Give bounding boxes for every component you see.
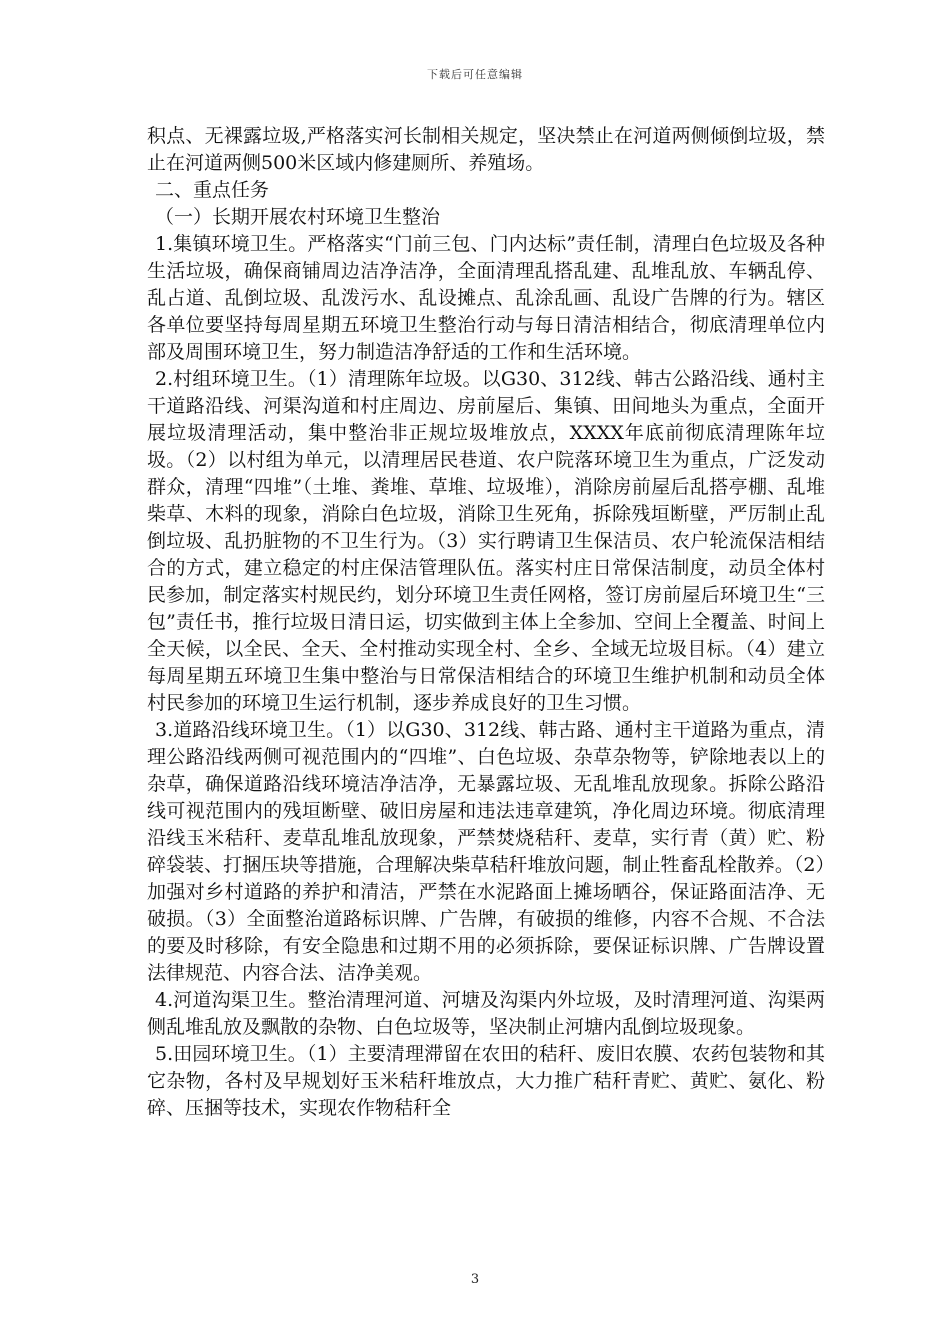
paragraph-field-sanitation: 5.田园环境卫生。（1）主要清理滞留在农田的秸秆、废旧农膜、农药包装物和其它杂物，各村及早规划好玉米秸秆堆放点，大力推广秸秆青贮、黄贮、氨化、粉碎、压捆等技术，实现农作物秸秆全 — [147, 1043, 825, 1119]
page-header: 下载后可任意编辑 — [427, 68, 523, 81]
paragraph-town-sanitation: 1.集镇环境卫生。严格落实“门前三包、门内达标”责任制，清理白色垃圾及各种生活垃圾，确保商铺周边洁净洁净，全面清理乱搭乱建、乱堆乱放、车辆乱停、乱占道、乱倒垃圾、乱泼污水、乱设摊点、乱涂乱画、乱设广告牌的行为。辖区各单位要坚持每周星期五环境卫生整治行动与每日清洁相结合，彻底清理单位内部及周围环境卫生，努力制造洁净舒适的工作和生活环境。 — [147, 233, 825, 363]
paragraph-road-sanitation: 3.道路沿线环境卫生。（1）以G30、312线、韩古路、通村主干道路为重点，清理公路沿线两侧可视范围内的“四堆”、白色垃圾、杂草杂物等，铲除地表以上的杂草，确保道路沿线环境洁净洁净，无暴露垃圾、无乱堆乱放现象。拆除公路沿线可视范围内的残垣断壁、破旧房屋和违法违章建筑，净化周边环境。彻底清理沿线玉米秸秆、麦草乱堆乱放现象，严禁焚烧秸秆、麦草，实行青（黄）贮、粉碎袋装、打捆压块等措施，合理解决柴草秸秆堆放问题，制止牲畜乱栓散养。（2）加强对乡村道路的养护和清洁，严禁在水泥路面上摊场晒谷，保证路面洁净、无破损。（3）全面整治道路标识牌、广告牌，有破损的维修，内容不合规、不合法的要及时移除，有安全隐患和过期不用的必须拆除，要保证标识牌、广告牌设置法律规范、内容合法、洁净美观。 — [147, 719, 825, 984]
page-number: 3 — [470, 1272, 480, 1287]
document-body — [147, 123, 825, 1122]
paragraph-continuation: 积点、无裸露垃圾,严格落实河长制相关规定，坚决禁止在河道两侧倾倒垃圾，禁止在河道两侧500米区域内修建厕所、养殖场。 — [147, 125, 825, 174]
section-heading: 二、重点任务 — [155, 179, 270, 201]
subsection-heading: （一）长期开展农村环境卫生整治 — [155, 206, 441, 228]
paragraph-river-sanitation: 4.河道沟渠卫生。整治清理河道、河塘及沟渠内外垃圾，及时清理河道、沟渠两侧乱堆乱放及飘散的杂物、白色垃圾等，坚决制止河塘内乱倒垃圾现象。 — [147, 989, 825, 1038]
paragraph-village-sanitation: 2.村组环境卫生。（1）清理陈年垃圾。以G30、312线、韩古公路沿线、通村主干道路沿线、河渠沟道和村庄周边、房前屋后、集镇、田间地头为重点，全面开展垃圾清理活动，集中整治非正规垃圾堆放点，XXXX年底前彻底清理陈年垃圾。（2）以村组为单元，以清理居民巷道、农户院落环境卫生为重点，广泛发动群众，清理“四堆”（土堆、粪堆、草堆、垃圾堆），消除房前屋后乱搭亭棚、乱堆柴草、木料的现象，消除白色垃圾，消除卫生死角，拆除残垣断壁，严厉制止乱倒垃圾、乱扔脏物的不卫生行为。（3）实行聘请卫生保洁员、农户轮流保洁相结合的方式，建立稳定的村庄保洁管理队伍。落实村庄日常保洁制度，动员全体村民参加，制定落实村规民约，划分环境卫生责任网格，签订房前屋后环境卫生“三包”责任书，推行垃圾日清日运，切实做到主体上全参加、空间上全覆盖、时间上全天候，以全民、全天、全村推动实现全村、全乡、全域无垃圾目标。（4）建立每周星期五环境卫生集中整治与日常保洁相结合的环境卫生维护机制和动员全体村民参加的环境卫生运行机制，逐步养成良好的卫生习惯。 — [147, 368, 825, 714]
